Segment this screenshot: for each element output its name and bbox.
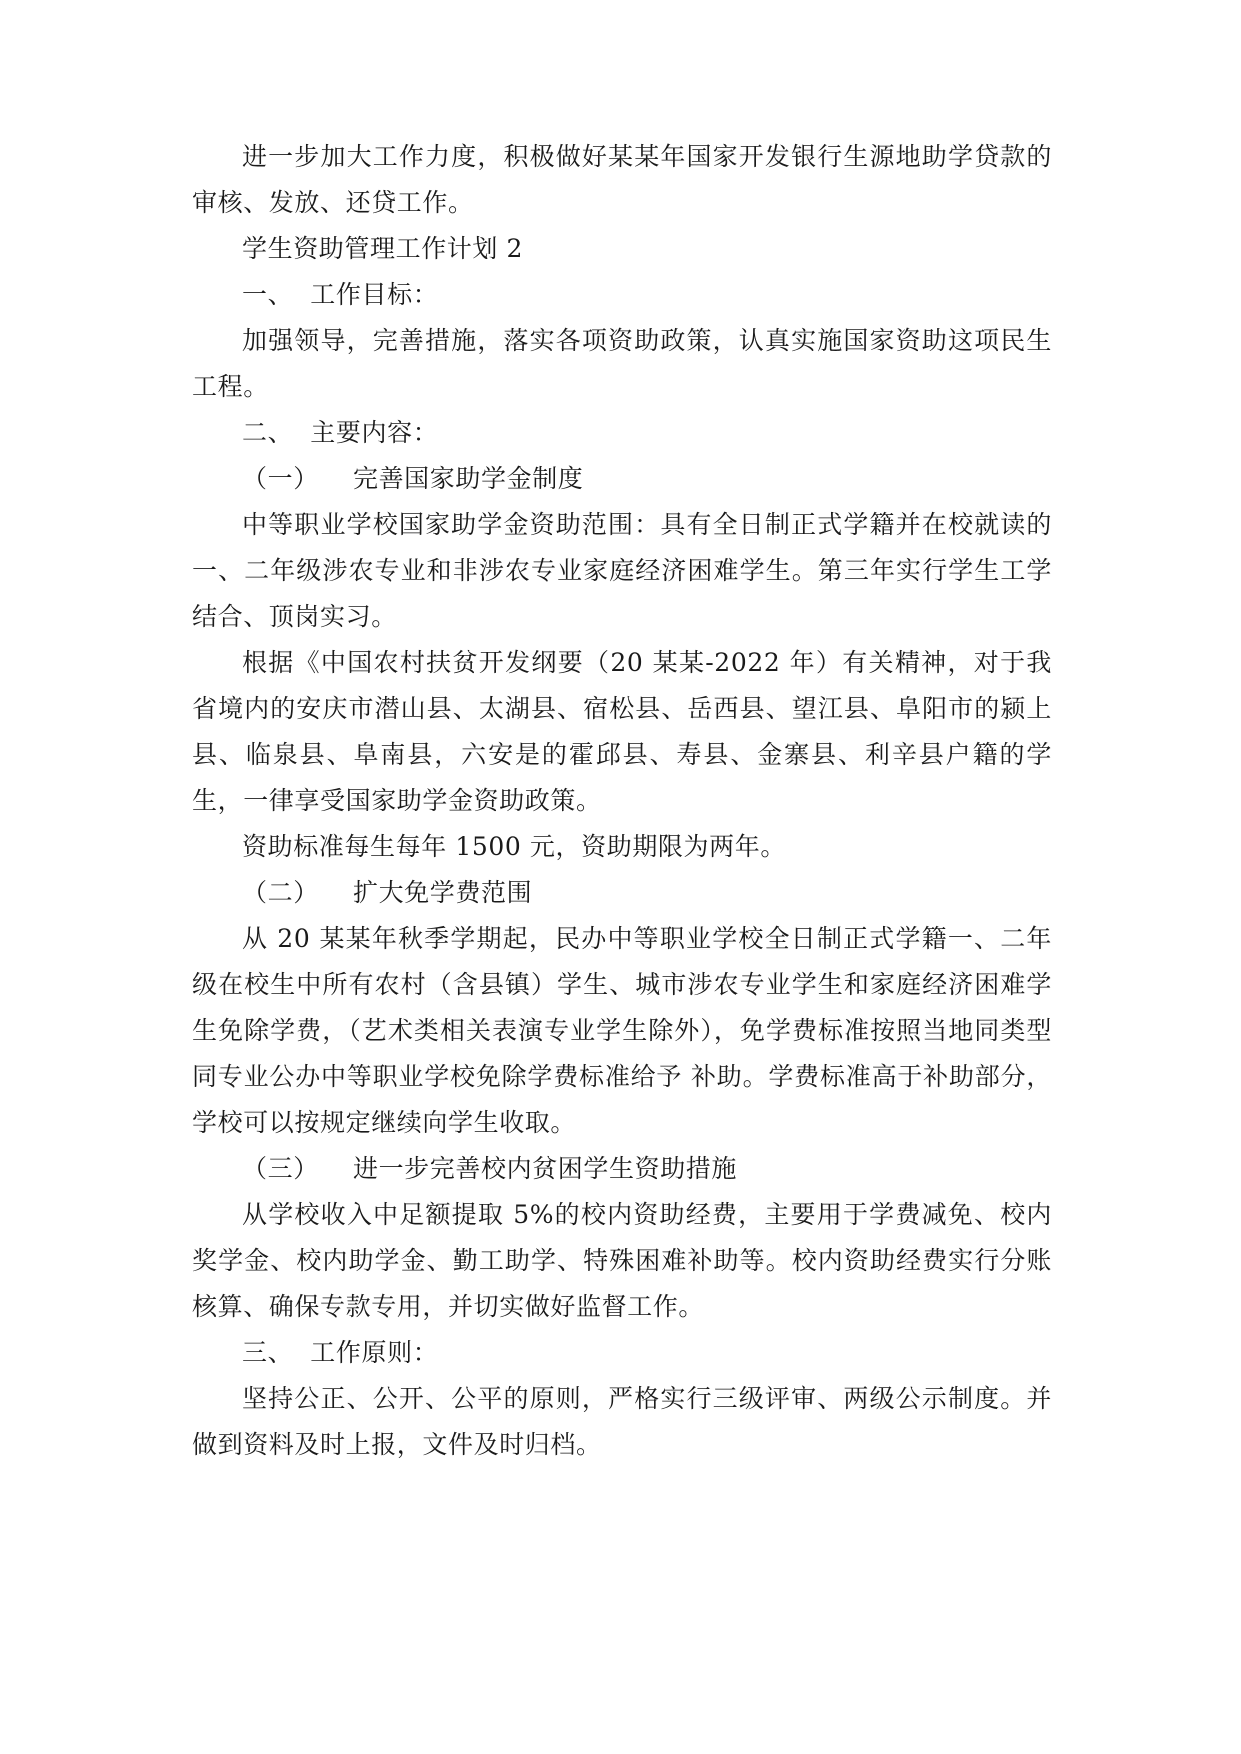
section-2-heading: 二、 主要内容： [242, 418, 439, 447]
section-1-text: 加强领导，完善措施，落实各项资助政策，认真实施国家资助这项民生工程。 [192, 326, 1052, 401]
subsection-1-heading: （一） 完善国家助学金制度 [242, 464, 584, 493]
plan-title: 学生资助管理工作计划 2 [242, 234, 524, 263]
subsection-1-paragraph-2: 根据《中国农村扶贫开发纲要（20 某某-2022 年）有关精神，对于我省境内的安庆市潜山县、太湖县、宿松县、岳西县、望江县、阜阳市的颍上县、临泉县、阜南县，六安是的霍邱县、寿县、金寨县、利辛县户籍的学生，一律享受国家助学金资助政策。 [192, 648, 1052, 815]
subsection-3-paragraph-1: 从学校收入中足额提取 5%的校内资助经费，主要用于学费减免、校内奖学金、校内助学金、勤工助学、特殊困难补助等。校内资助经费实行分账核算、确保专款专用，并切实做好监督工作。 [192, 1200, 1052, 1321]
subsection-1-paragraph-1: 中等职业学校国家助学金资助范围：具有全日制正式学籍并在校就读的一、二年级涉农专业和非涉农专业家庭经济困难学生。第三年实行学生工学结合、顶岗实习。 [192, 510, 1052, 631]
section-1-heading: 一、 工作目标： [242, 280, 439, 309]
subsection-2-paragraph-1: 从 20 某某年秋季学期起，民办中等职业学校全日制正式学籍一、二年级在校生中所有农村（含县镇）学生、城市涉农专业学生和家庭经济困难学生免除学费，（艺术类相关表演专业学生除外），免学费标准按照当地同类型同专业公办中等职业学校免除学费标准给予 补助。学费标准高于补助部分，学校可以按规定继续向学生收取。 [192, 924, 1052, 1137]
paragraph-intro: 进一步加大工作力度，积极做好某某年国家开发银行生源地助学贷款的审核、发放、还贷工作。 [192, 142, 1052, 217]
section-3-heading: 三、 工作原则： [242, 1338, 439, 1367]
section-3-text: 坚持公正、公开、公平的原则，严格实行三级评审、两级公示制度。并做到资料及时上报，文件及时归档。 [192, 1384, 1052, 1459]
subsection-1-paragraph-3: 资助标准每生每年 1500 元，资助期限为两年。 [242, 832, 786, 861]
subsection-2-heading: （二） 扩大免学费范围 [242, 878, 533, 907]
subsection-3-heading: （三） 进一步完善校内贫困学生资助措施 [242, 1154, 737, 1183]
